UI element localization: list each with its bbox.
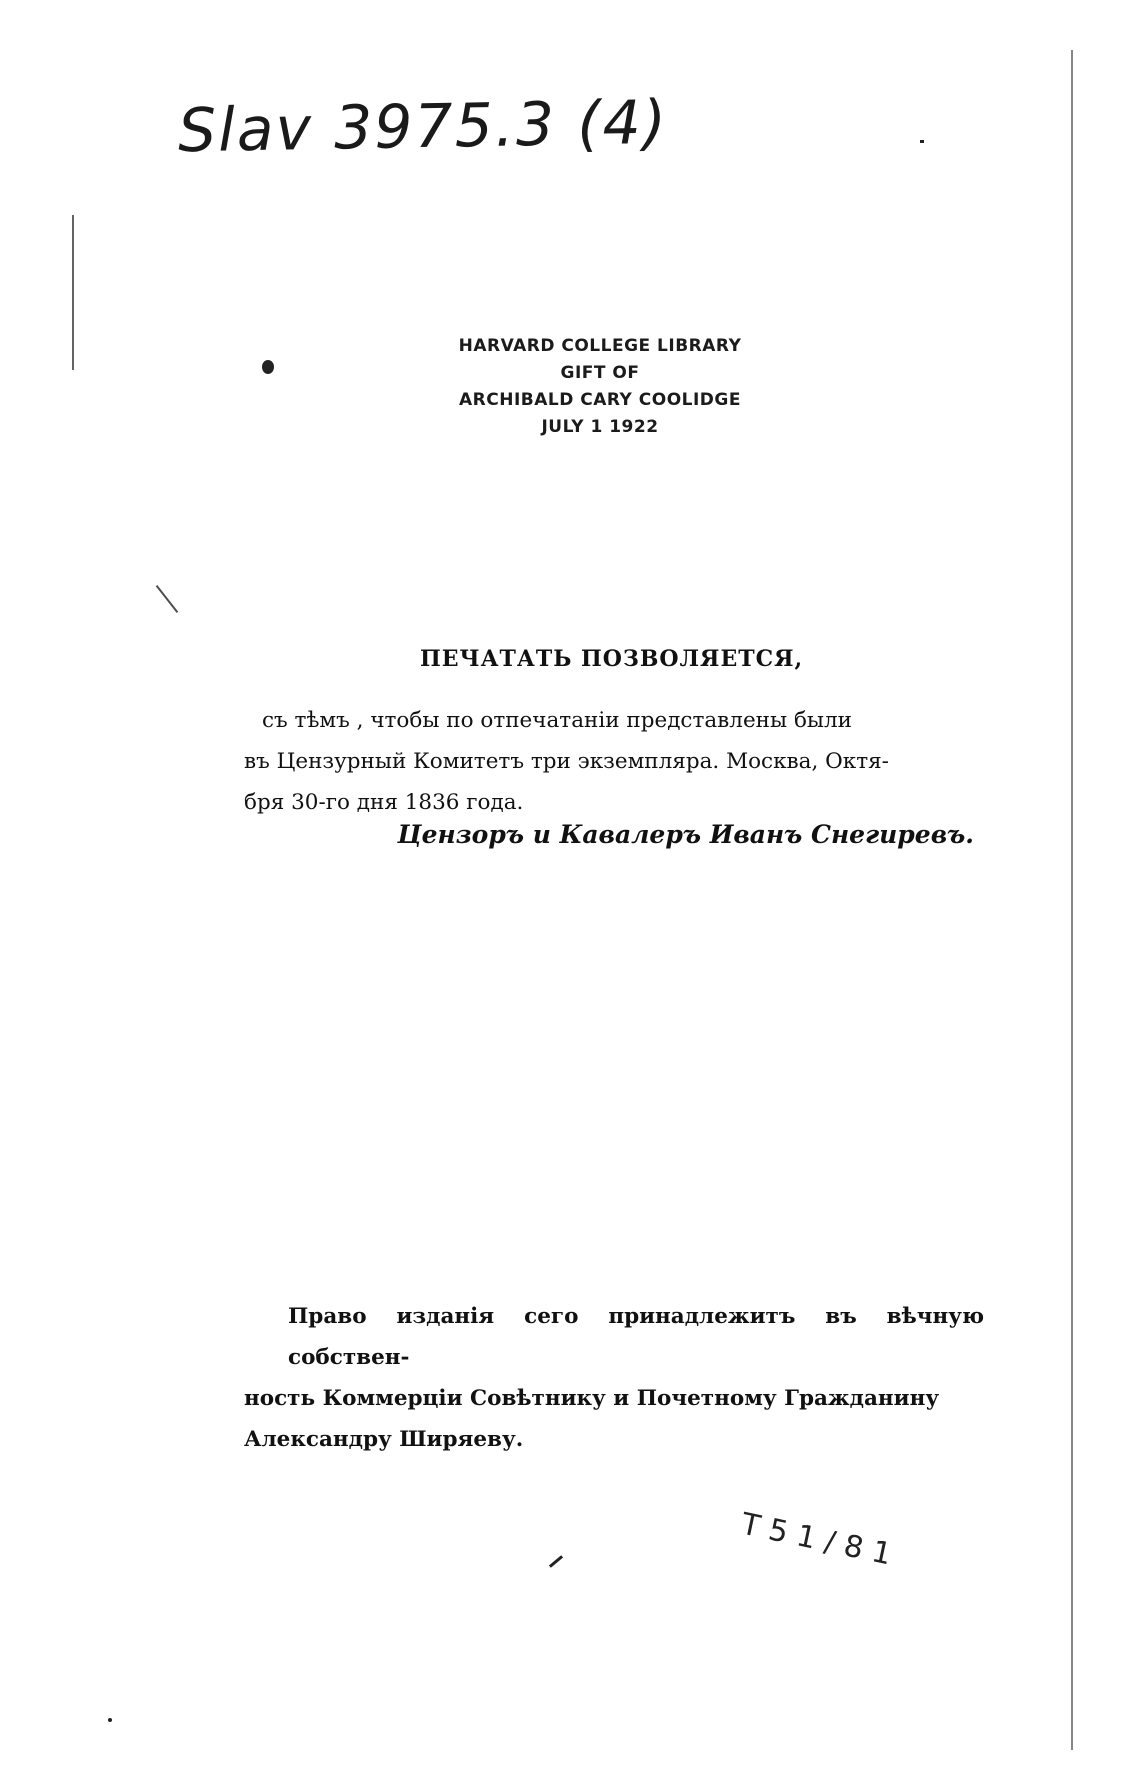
publishing-rights-text <box>244 1296 984 1460</box>
handwritten-scribble: Т 5 1 / 8 1 <box>738 1506 895 1573</box>
stamp-line-donor: ARCHIBALD CARY COOLIDGE <box>459 390 741 410</box>
censor-line-3: бря 30-го дня 1836 года. <box>244 790 524 815</box>
stamp-line-gift: GIFT OF <box>560 363 640 383</box>
censor-line-1: съ тѣмъ , чтобы по отпечатаніи представлены были <box>262 708 852 733</box>
censor-heading: ПЕЧАТАТЬ ПОЗВОЛЯЕТСЯ, <box>420 646 804 672</box>
censor-permission-text <box>244 700 984 823</box>
scan-edge-line-right <box>1071 50 1073 1750</box>
stamp-line-date: JULY 1 1922 <box>541 417 659 437</box>
rights-line-3: Александру Ширяеву. <box>244 1427 524 1452</box>
rights-line-1: Право изданія сего принадлежитъ въ вѣчную собствен- <box>288 1304 984 1370</box>
ink-blot <box>262 360 274 374</box>
library-stamp <box>420 333 780 441</box>
stamp-line-library: HARVARD COLLEGE LIBRARY <box>458 336 742 356</box>
censor-line-2: въ Цензурный Комитетъ три экземпляра. Москва, Октя- <box>244 749 889 774</box>
handwritten-shelfmark: Slav 3975.3 (4) <box>177 87 669 167</box>
stray-line <box>156 585 179 613</box>
stray-dot-bottom <box>108 1718 112 1722</box>
censor-signature: Цензоръ и Кавалеръ Иванъ Снегиревъ. <box>397 820 974 849</box>
rights-line-2: ность Коммерціи Совѣтнику и Почетному Гражданину <box>244 1386 940 1411</box>
scan-edge-line-left <box>72 215 74 370</box>
stray-dash <box>549 1555 563 1568</box>
stray-dot-top <box>920 140 924 143</box>
